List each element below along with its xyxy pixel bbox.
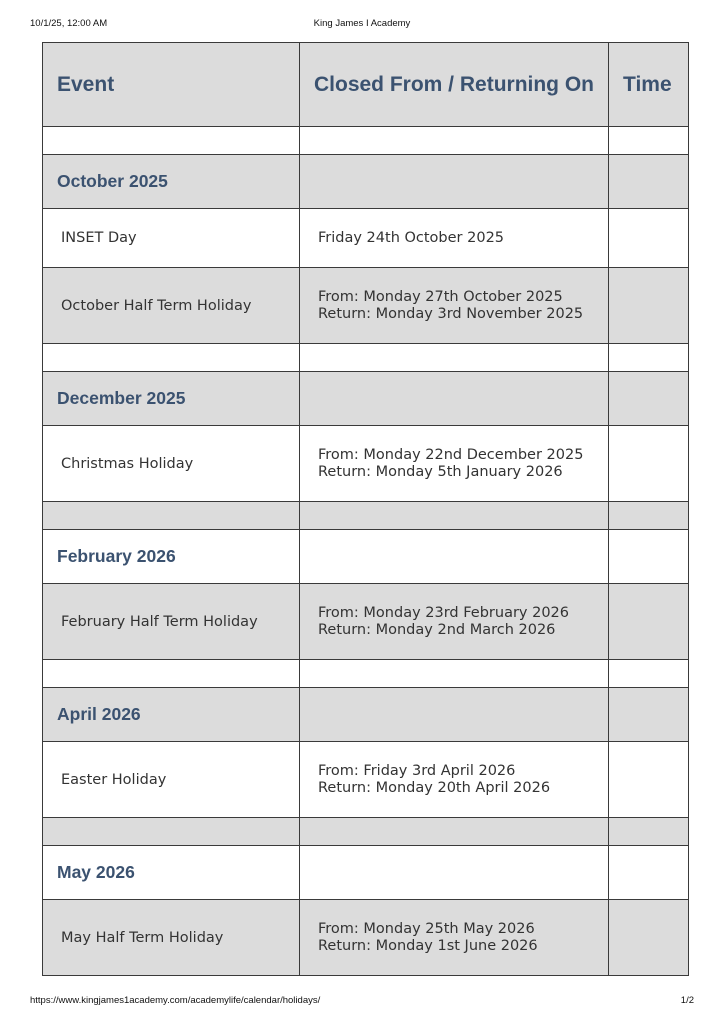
- print-doc-title: King James I Academy: [313, 18, 411, 29]
- spacer-cell: [43, 660, 300, 688]
- month-dates-cell: [300, 688, 609, 742]
- date-return: Return: Monday 1st June 2026: [318, 937, 538, 954]
- date-from: From: Monday 23rd February 2026: [318, 604, 570, 621]
- month-heading: May 2026: [57, 862, 135, 882]
- event-name: INSET Day: [61, 230, 137, 246]
- month-cell: [43, 530, 300, 584]
- column-header-time: Time: [609, 43, 689, 127]
- table-row: [43, 900, 689, 976]
- spacer-row: [43, 660, 689, 688]
- spacer-cell: [609, 660, 689, 688]
- spacer-cell: [43, 818, 300, 846]
- table-header-row: [43, 43, 689, 127]
- spacer-cell: [300, 502, 609, 530]
- print-url: https://www.kingjames1academy.com/academylife/calendar/holidays/: [30, 995, 321, 1006]
- table-body: [43, 127, 689, 976]
- month-heading: October 2025: [57, 171, 168, 191]
- event-dates: [300, 763, 608, 797]
- month-dates-cell: [300, 846, 609, 900]
- page-number: 1/2: [680, 995, 694, 1006]
- event-dates: [300, 447, 608, 481]
- event-cell: [43, 584, 300, 660]
- event-cell: [43, 426, 300, 502]
- time-cell: [609, 742, 689, 818]
- spacer-row: [43, 127, 689, 155]
- month-cell: [43, 688, 300, 742]
- dates-cell: [300, 426, 609, 502]
- spacer-cell: [609, 127, 689, 155]
- event-cell: [43, 742, 300, 818]
- spacer-cell: [43, 127, 300, 155]
- event-dates: [300, 605, 608, 639]
- month-time-cell: [609, 846, 689, 900]
- date-return: Return: Monday 5th January 2026: [318, 463, 563, 480]
- month-dates-cell: [300, 530, 609, 584]
- spacer-cell: [609, 344, 689, 372]
- spacer-cell: [609, 502, 689, 530]
- table-row: [43, 742, 689, 818]
- event-name: Easter Holiday: [61, 771, 167, 788]
- event-name: February Half Term Holiday: [61, 613, 258, 630]
- month-dates-cell: [300, 372, 609, 426]
- spacer-row: [43, 344, 689, 372]
- date-return: Return: Monday 3rd November 2025: [318, 305, 584, 322]
- month-cell: [43, 846, 300, 900]
- time-cell: [609, 209, 689, 268]
- event-cell: [43, 268, 300, 344]
- table-row: [43, 426, 689, 502]
- event-name: May Half Term Holiday: [61, 929, 224, 946]
- month-row: [43, 155, 689, 209]
- event-name: October Half Term Holiday: [61, 297, 252, 314]
- month-heading: December 2025: [57, 388, 186, 408]
- spacer-row: [43, 502, 689, 530]
- month-row: [43, 688, 689, 742]
- month-time-cell: [609, 372, 689, 426]
- date-from: From: Monday 27th October 2025: [318, 288, 563, 305]
- event-cell: [43, 209, 300, 268]
- date-return: Return: Monday 20th April 2026: [318, 779, 551, 796]
- dates-cell: [300, 209, 609, 268]
- spacer-cell: [300, 127, 609, 155]
- event-cell: [43, 900, 300, 976]
- month-heading: April 2026: [57, 704, 141, 724]
- spacer-cell: [300, 344, 609, 372]
- time-cell: [609, 900, 689, 976]
- month-time-cell: [609, 530, 689, 584]
- event-dates: [300, 921, 608, 955]
- print-datetime: 10/1/25, 12:00 AM: [30, 18, 108, 29]
- month-time-cell: [609, 155, 689, 209]
- date-from: From: Monday 22nd December 2025: [318, 446, 584, 463]
- date-from: From: Monday 25th May 2026: [318, 920, 535, 937]
- date-from: From: Friday 3rd April 2026: [318, 762, 516, 779]
- month-dates-cell: [300, 155, 609, 209]
- print-header: [30, 18, 694, 32]
- spacer-cell: [300, 660, 609, 688]
- table-row: [43, 268, 689, 344]
- holidays-table: [42, 42, 689, 976]
- spacer-row: [43, 818, 689, 846]
- date-from: Friday 24th October 2025: [318, 229, 505, 246]
- column-header-closed-from: Closed From / Returning On: [300, 43, 609, 127]
- month-cell: [43, 372, 300, 426]
- dates-cell: [300, 584, 609, 660]
- event-dates: [300, 289, 608, 323]
- column-header-event: Event: [43, 43, 300, 127]
- spacer-cell: [609, 818, 689, 846]
- month-cell: [43, 155, 300, 209]
- spacer-cell: [300, 818, 609, 846]
- time-cell: [609, 584, 689, 660]
- month-time-cell: [609, 688, 689, 742]
- month-heading: February 2026: [57, 546, 176, 566]
- month-row: [43, 846, 689, 900]
- print-footer: [30, 995, 694, 1009]
- dates-cell: [300, 900, 609, 976]
- month-row: [43, 372, 689, 426]
- spacer-cell: [43, 502, 300, 530]
- event-dates: [300, 230, 608, 247]
- table-row: [43, 209, 689, 268]
- date-return: Return: Monday 2nd March 2026: [318, 621, 556, 638]
- dates-cell: [300, 268, 609, 344]
- table-row: [43, 584, 689, 660]
- time-cell: [609, 268, 689, 344]
- time-cell: [609, 426, 689, 502]
- event-name: Christmas Holiday: [61, 455, 194, 472]
- spacer-cell: [43, 344, 300, 372]
- dates-cell: [300, 742, 609, 818]
- month-row: [43, 530, 689, 584]
